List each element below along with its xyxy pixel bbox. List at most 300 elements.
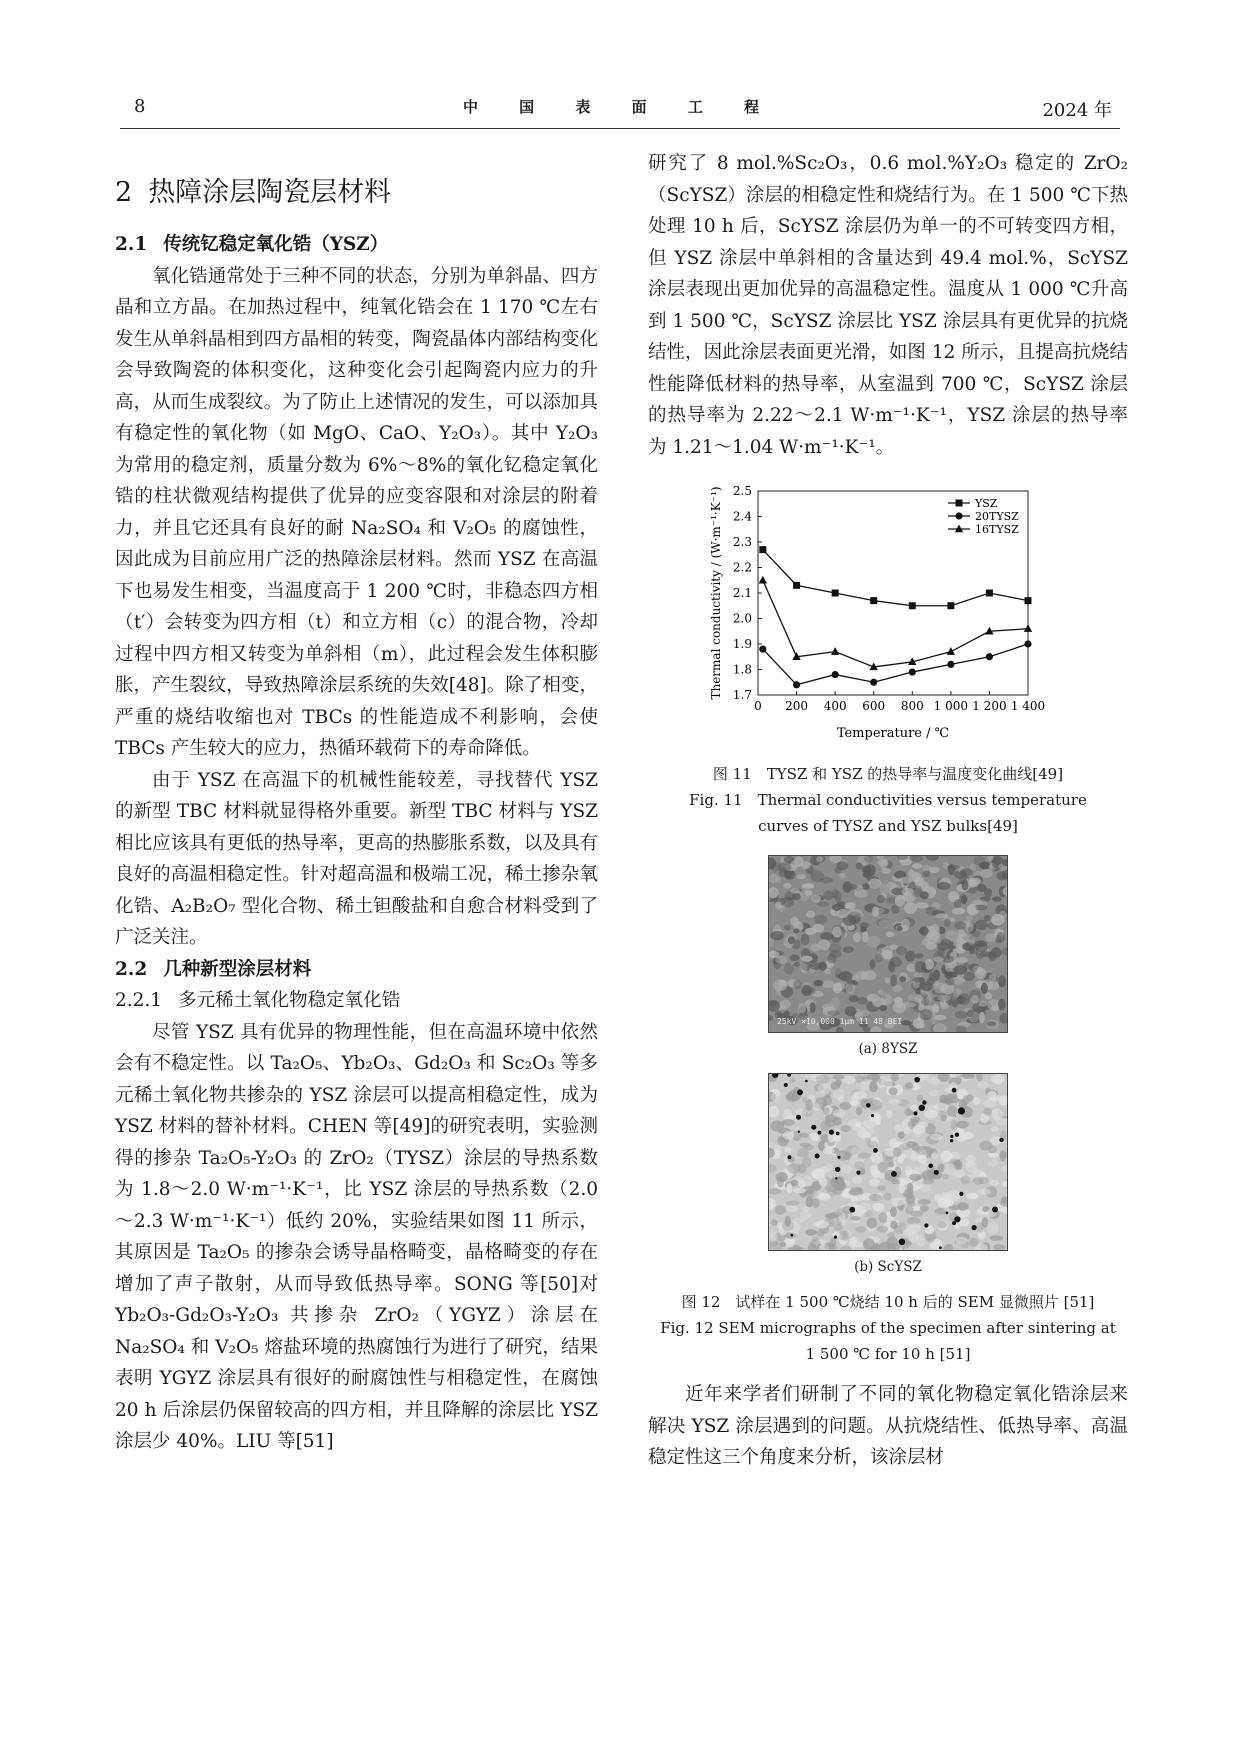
sem-grain	[792, 893, 801, 900]
sem-grain	[1003, 947, 1008, 955]
data-point	[832, 590, 839, 597]
sem-grain	[994, 1244, 1006, 1250]
sem-pore	[836, 1132, 840, 1136]
data-point	[759, 576, 767, 584]
sem-grain	[879, 1212, 888, 1223]
sem-grain	[940, 1002, 949, 1010]
sem-grain	[783, 1109, 792, 1121]
sem-grain	[935, 1194, 942, 1203]
sem-grain	[769, 1164, 777, 1172]
sem-grain	[770, 1092, 781, 1101]
sem-grain	[968, 939, 975, 945]
sem-grain	[835, 1080, 841, 1087]
sem-grain	[785, 1233, 796, 1239]
sem-grain	[928, 1105, 939, 1113]
sem-grain	[982, 1217, 988, 1228]
sem-grain	[909, 1174, 921, 1181]
sem-grain	[908, 1231, 919, 1243]
subsection-number: 2.1	[115, 234, 148, 255]
sem-grain	[860, 922, 869, 928]
sem-grain	[981, 869, 993, 878]
sem-grain	[846, 979, 855, 984]
sem-grain	[801, 934, 810, 946]
sem-grain	[892, 1197, 905, 1206]
sem-grain	[877, 1186, 886, 1191]
subsection-heading-2-1	[115, 229, 598, 261]
sem-pore	[818, 1131, 822, 1135]
sem-pore	[939, 1246, 942, 1249]
series-line	[763, 550, 1028, 606]
sem-pore	[866, 1103, 871, 1108]
legend-label: 20TYSZ	[975, 510, 1019, 523]
sem-grain	[967, 1010, 974, 1017]
sem-grain	[939, 1095, 948, 1104]
sem-grain	[921, 998, 929, 1005]
paragraph-scysz: 研究了 8 mol.%Sc₂O₃，0.6 mol.%Y₂O₃ 稳定的 ZrO₂（ScYSZ）涂层的相稳定性和烧结行为。在 1 500 ℃下热处理 10 h 后，ScYSZ 涂层仍为单一的不可转变四方相，但 YSZ 涂层中单斜相的含量达到 49.4 mol.%，ScYSZ 涂层表现出更加优异的高温稳定性。温度从 1 000 ℃升高到 1 500 ℃，ScYSZ 涂层比 YSZ 涂层具有更优异的抗烧结性，因此涂层表面更光滑，如图 12 所示，且提高抗烧结性能降低材料的热导率，从室温到 700 ℃，ScYSZ 涂层的热导率为 2.22～2.1 W·m⁻¹·K⁻¹，YSZ 涂层的热导率为 1.21～1.04 W·m⁻¹·K⁻¹。	[648, 153, 1128, 458]
sem-pore	[914, 1077, 920, 1083]
x-tick-label: 200	[785, 699, 809, 713]
data-point	[909, 602, 916, 609]
sem-grain	[805, 1229, 817, 1235]
sem-grain	[916, 1023, 925, 1029]
sem-grain	[867, 994, 880, 1002]
sem-grain	[858, 1152, 871, 1158]
sem-grain	[797, 1148, 809, 1157]
sem-grain	[914, 953, 924, 958]
sem-grain	[850, 1216, 860, 1221]
subsection-number: 2.2	[115, 958, 148, 980]
legend-marker	[955, 525, 963, 533]
sem-grain	[800, 1133, 810, 1138]
sem-grain	[951, 1120, 958, 1132]
sem-pore	[958, 1107, 965, 1114]
figure-11-caption-cn: 图 11 TYSZ 和 YSZ 的热导率与温度变化曲线[49]	[712, 765, 1064, 783]
issue-year: 2024 年	[1042, 100, 1112, 121]
sem-grain	[827, 1010, 841, 1015]
sem-grain	[926, 907, 938, 916]
sem-grain	[927, 1234, 936, 1243]
sem-grain	[810, 1132, 818, 1138]
sem-grain	[788, 936, 795, 944]
sem-grain	[889, 1087, 898, 1095]
sem-grain	[987, 1222, 999, 1234]
sem-image-scysz	[768, 1073, 1008, 1251]
sem-grain	[802, 1107, 813, 1117]
sem-grain	[813, 1103, 819, 1111]
sem-pore	[899, 1239, 906, 1246]
sem-grain	[985, 933, 997, 942]
sem-grain	[867, 1218, 877, 1229]
sem-pore	[946, 1211, 949, 1214]
legend-marker	[956, 500, 963, 507]
sem-grain	[786, 1183, 792, 1193]
sem-grain	[889, 957, 902, 967]
sem-grain	[904, 1109, 913, 1116]
sem-grain	[904, 1127, 912, 1134]
sem-grain	[915, 902, 929, 908]
sem-grain	[794, 856, 803, 867]
sem-grain	[818, 1084, 831, 1095]
sem-grain	[799, 1143, 810, 1148]
sem-pore	[873, 1148, 878, 1153]
x-tick-label: 600	[862, 699, 886, 713]
sem-pore	[934, 1170, 939, 1175]
sem-grain	[973, 856, 985, 866]
sem-pore	[950, 1135, 953, 1138]
sem-grain	[902, 1002, 916, 1008]
data-point	[1024, 624, 1032, 632]
sem-grain	[793, 962, 800, 968]
sem-grain	[899, 877, 913, 884]
sem-grain	[940, 1114, 947, 1121]
sem-grain	[908, 994, 922, 1002]
sem-grain	[834, 982, 845, 991]
sem-pore	[815, 1154, 820, 1159]
sem-grain	[979, 1012, 985, 1023]
sem-grain	[976, 1074, 983, 1082]
sem-grain	[920, 891, 929, 899]
sem-grain	[835, 973, 847, 979]
sem-grain	[919, 1009, 932, 1020]
sem-grain	[863, 971, 877, 981]
sem-grain	[793, 980, 802, 989]
figure-11-caption-en-line1: Fig. 11 Thermal conductivities versus temperature	[689, 791, 1087, 809]
sem-grain	[799, 1181, 806, 1189]
sem-grain	[983, 1108, 992, 1116]
sem-grain	[785, 1092, 798, 1103]
y-axis-label: Thermal conductivity / (W·m⁻¹·K⁻¹)	[709, 486, 723, 700]
sem-grain	[911, 1143, 920, 1151]
sem-pore	[849, 1207, 855, 1213]
subsubsection-title: 多元稀土氧化物稳定氧化锆	[178, 990, 401, 1011]
sem-pore	[959, 1192, 963, 1196]
sem-grain	[846, 902, 856, 909]
sem-grain	[926, 942, 937, 950]
sem-grain	[912, 872, 922, 882]
sem-grain	[802, 1157, 812, 1168]
legend-label: 16TYSZ	[975, 523, 1019, 536]
sem-grain	[966, 1162, 978, 1173]
sem-grain	[875, 953, 883, 962]
sem-pore	[834, 1236, 837, 1239]
sem-grain	[943, 1174, 949, 1179]
sem-pore	[835, 1177, 837, 1179]
sem-grain	[957, 996, 966, 1003]
sem-grain	[920, 926, 929, 935]
sem-grain	[869, 1194, 882, 1202]
sem-grain	[793, 928, 800, 933]
sem-grain	[778, 980, 787, 987]
sem-grain	[836, 1027, 844, 1032]
sem-pore	[955, 1133, 959, 1137]
sem-grain	[973, 1097, 980, 1105]
legend-marker	[955, 512, 962, 519]
sem-pore	[790, 1234, 793, 1237]
sem-grain	[879, 1005, 887, 1011]
sem-grain	[783, 883, 792, 889]
sem-grain	[962, 879, 969, 890]
sem-grain	[839, 873, 846, 878]
sem-grain	[769, 1015, 773, 1021]
sem-grain	[937, 1221, 947, 1228]
sem-grain	[934, 1015, 946, 1021]
sem-grain	[1002, 1165, 1008, 1172]
y-tick-label: 1.7	[732, 688, 752, 702]
sem-grain	[782, 1119, 796, 1126]
sem-grain	[933, 957, 944, 963]
sem-grain	[945, 930, 959, 941]
data-point	[793, 681, 800, 688]
data-point	[947, 602, 954, 609]
sem-grain	[784, 1147, 791, 1153]
sem-grain	[992, 896, 1002, 902]
y-tick-label: 2.0	[732, 611, 752, 626]
sem-grain	[806, 911, 815, 918]
sem-grain	[988, 1160, 999, 1167]
sem-pore	[999, 1138, 1003, 1142]
sem-pore	[838, 1156, 841, 1159]
paragraph-ysz-phases: 氧化锆通常处于三种不同的状态，分别为单斜晶、四方晶和立方晶。在加热过程中，纯氧化锆会在 1 170 ℃左右发生从单斜晶相到四方晶相的转变，陶瓷晶体内部结构变化会导致陶瓷的体积变化，这种变化会引起陶瓷内应力的升高，从而生成裂纹。为了防止上述情况的发生，可以添加具有稳定性的氧化物（如 MgO、CaO、Y₂O₃）。其中 Y₂O₃ 为常用的稳定剂，质量分数为 6%～8%的氧化钇稳定氧化锆的柱状微观结构提供了优异的应变容限和对涂层的附着力，并且它还具有良好的耐 Na₂SO₄ 和 V₂O₅ 的腐蚀性，因此成为目前应用广泛的热障涂层材料。然而 YSZ 在高温下也易发生相变，当温度高于 1 200 ℃时，非稳态四方相（t′）会转变为四方相（t）和立方相（c）的混合物，冷却过程中四方相又转变为单斜相（m），此过程会发生体积膨胀，产生裂纹，导致热障涂层系统的失效[48]。除了相变，严重的烧结收缩也对 TBCs 的性能造成不利影响，会使 TBCs 产生较大的应力，热循环载荷下的寿命降低。	[115, 265, 598, 759]
sem-grain	[830, 950, 842, 958]
sem-grain	[991, 1074, 1005, 1084]
sem-grain	[841, 1125, 851, 1132]
sem-grain	[998, 999, 1005, 1011]
sem-grain	[913, 1127, 923, 1137]
y-tick-label: 2.5	[732, 484, 752, 498]
sem-grain	[920, 981, 932, 991]
sem-grain	[810, 1002, 816, 1013]
sem-grain	[929, 972, 936, 981]
sem-grain	[914, 961, 926, 973]
sem-grain	[879, 919, 890, 928]
sem-grain	[774, 1205, 786, 1215]
sem-grain	[852, 1176, 863, 1184]
sem-grain	[783, 1131, 794, 1140]
data-point	[831, 647, 839, 655]
sem-grain	[922, 1170, 932, 1179]
sem-grain	[944, 919, 951, 927]
sem-grain	[950, 996, 958, 1005]
sem-grain	[812, 1168, 825, 1179]
sem-grain	[804, 987, 816, 995]
sem-grain	[905, 1082, 913, 1088]
sem-grain	[786, 1205, 798, 1212]
sem-grain	[853, 932, 861, 942]
sem-pore	[787, 1074, 791, 1077]
figure-12	[648, 855, 1128, 1367]
subsection-title: 传统钇稳定氧化锆（YSZ）	[163, 234, 389, 255]
sem-grain	[831, 1211, 842, 1216]
sem-pore	[871, 1114, 874, 1117]
sem-grain	[1002, 1181, 1007, 1187]
sem-grain	[899, 1184, 906, 1193]
sem-grain	[905, 1206, 913, 1214]
sem-grain	[786, 1201, 800, 1206]
sem-grain	[787, 1163, 800, 1174]
sem-scale-bar-text: 25kV ×10,000 1μm 11 48 BEI	[777, 1017, 903, 1026]
sem-grain	[883, 1193, 891, 1201]
sem-grain	[869, 1081, 878, 1092]
sem-grain	[855, 1226, 866, 1232]
sem-grain	[869, 1113, 882, 1122]
sem-grain	[972, 931, 981, 937]
sem-grain	[779, 868, 788, 878]
sem-grain	[860, 1079, 870, 1091]
sem-grain	[856, 1107, 863, 1116]
sem-grain	[957, 1202, 968, 1210]
sem-grain	[836, 861, 848, 870]
sem-grain	[811, 895, 821, 903]
sem-grain	[920, 1205, 929, 1212]
sem-grain	[769, 1231, 778, 1241]
figure-11	[648, 477, 1128, 839]
x-tick-label: 1 000	[933, 699, 969, 713]
sem-grain	[832, 927, 842, 938]
sem-pore	[797, 1089, 803, 1095]
sem-grain	[935, 938, 942, 944]
sem-grain	[870, 1026, 882, 1032]
sem-grain	[837, 909, 849, 918]
sem-grain	[945, 978, 954, 986]
x-tick-label: 400	[823, 699, 847, 713]
sem-grain	[1000, 1150, 1006, 1161]
sem-grain	[874, 908, 885, 914]
sem-grain	[769, 938, 773, 948]
sem-label-8ysz: (a) 8YSZ	[858, 1041, 918, 1057]
sem-grain	[842, 1230, 849, 1241]
sem-pore	[811, 1125, 816, 1130]
sem-grain	[848, 1190, 860, 1196]
section-number: 2	[115, 177, 133, 208]
sem-grain	[849, 1237, 857, 1248]
data-point	[986, 653, 993, 660]
sem-grain	[987, 1021, 997, 1026]
sem-grain	[867, 1141, 878, 1148]
sem-grain	[999, 1013, 1007, 1024]
sem-grain	[776, 1172, 788, 1182]
sem-grain	[998, 975, 1006, 987]
sem-grain	[775, 956, 787, 964]
journal-name: 中 国 表 面 工 程	[462, 98, 778, 116]
section-title: 热障涂层陶瓷层材料	[148, 177, 392, 208]
data-point	[909, 668, 916, 675]
sem-grain	[823, 1107, 830, 1114]
sem-pore	[952, 1088, 957, 1093]
sem-grain	[800, 1211, 811, 1220]
data-point	[947, 647, 955, 655]
sem-grain	[834, 891, 841, 902]
sem-grain	[798, 1003, 806, 1014]
sem-grain	[955, 1237, 968, 1245]
sem-grain	[797, 874, 806, 879]
paragraph-rare-earth-doping: 尽管 YSZ 具有优异的物理性能，但在高温环境中依然会有不稳定性。以 Ta₂O₅、Yb₂O₃、Gd₂O₃ 和 Sc₂O₃ 等多元稀土氧化物共掺杂的 YSZ 涂层可以提高相稳定性，成为 YSZ 材料的替补材料。CHEN 等[49]的研究表明，实验测得的掺杂 Ta₂O₅-Y₂O₃ 的 ZrO₂（TYSZ）涂层的导热系数为 1.8～2.0 W·m⁻¹·K⁻¹，比 YSZ 涂层的导热系数（2.0 ～2.3 W·m⁻¹·K⁻¹）低约 20%，实验结果如图 11 所示，其原因是 Ta₂O₅ 的掺杂会诱导晶格畸变，晶格畸变的存在增加了声子散射，从而导致低热导率。SONG 等[50]对 Yb₂O₃-Gd₂O₃-Y₂O₃ 共掺杂 ZrO₂（YGYZ）涂层在 Na₂SO₄ 和 V₂O₅ 熔盐环境的热腐蚀行为进行了研究，结果表明 YGYZ 涂层具有很好的耐腐蚀性与相稳定性，在腐蚀 20 h 后涂层仍保留较高的四方相，并且降解的涂层比 YSZ 涂层少 40%。LIU 等[51]	[115, 1021, 598, 1452]
sem-grain	[901, 919, 910, 930]
sem-grain	[856, 997, 867, 1005]
sem-grain	[769, 1106, 779, 1117]
sem-grain	[966, 915, 973, 921]
y-tick-label: 2.2	[732, 560, 752, 575]
sem-grain	[885, 977, 891, 983]
sem-grain	[955, 1011, 969, 1019]
sem-grain	[931, 1152, 938, 1159]
sem-grain	[981, 1189, 991, 1195]
sem-grain	[790, 955, 800, 961]
sem-pore	[805, 1080, 808, 1083]
sem-grain	[899, 1143, 911, 1150]
sem-grain	[863, 932, 869, 943]
sem-grain	[937, 882, 951, 890]
sem-pore	[924, 1223, 928, 1227]
sem-grain	[890, 1207, 897, 1217]
sem-grain	[769, 1142, 774, 1149]
sem-grain	[904, 902, 917, 914]
left-column	[115, 148, 598, 1458]
data-point	[793, 582, 800, 589]
sem-pore	[914, 1111, 918, 1115]
sem-grain	[979, 951, 992, 957]
sem-grain	[943, 1244, 953, 1250]
sem-grain	[877, 1226, 888, 1233]
sem-grain	[855, 890, 869, 898]
sem-grain	[912, 863, 922, 869]
sem-grain	[805, 928, 817, 935]
x-tick-label: 1 200	[972, 699, 1007, 713]
sem-grain	[843, 946, 854, 953]
sem-grain	[822, 980, 835, 988]
sem-grain	[938, 995, 952, 1001]
sem-grain	[812, 1198, 820, 1208]
sem-pore	[798, 1131, 800, 1133]
sem-grain	[990, 1235, 1004, 1241]
data-point	[1024, 640, 1031, 647]
sem-grain	[854, 1161, 864, 1169]
sem-grain	[920, 1149, 928, 1158]
sem-grain	[956, 957, 968, 963]
sem-grain	[912, 977, 924, 982]
sem-grain	[871, 1152, 883, 1164]
sem-grain	[823, 1147, 834, 1155]
sem-grain	[991, 914, 1004, 926]
y-tick-label: 1.9	[732, 637, 752, 651]
sem-grain	[869, 1178, 879, 1187]
sem-grain	[929, 867, 940, 873]
sem-image-8ysz	[768, 855, 1008, 1033]
sem-grain	[840, 1165, 852, 1174]
sem-grain	[833, 1088, 845, 1100]
sem-grain	[886, 1237, 898, 1248]
sem-pore	[928, 1164, 933, 1169]
x-tick-label: 800	[900, 699, 924, 713]
data-point	[832, 671, 839, 678]
sem-grain	[840, 1246, 851, 1250]
sem-grain	[770, 1219, 777, 1225]
sem-grain	[963, 1095, 970, 1105]
sem-grain	[855, 1122, 861, 1128]
data-point	[1025, 597, 1032, 604]
sem-grain	[877, 895, 885, 903]
sem-grain	[984, 915, 991, 921]
sem-grain	[990, 1180, 999, 1186]
running-header	[120, 92, 1120, 129]
sem-grain	[834, 1224, 843, 1231]
sem-grain	[961, 895, 967, 904]
sem-grain	[895, 895, 906, 907]
sem-texture-scysz	[769, 1074, 1007, 1250]
x-axis-label: Temperature / ℃	[836, 726, 950, 741]
sem-pore	[787, 1155, 791, 1159]
figure-12-caption-en-line2: 1 500 ℃ for 10 h [51]	[805, 1345, 971, 1363]
sem-grain	[880, 994, 892, 1006]
